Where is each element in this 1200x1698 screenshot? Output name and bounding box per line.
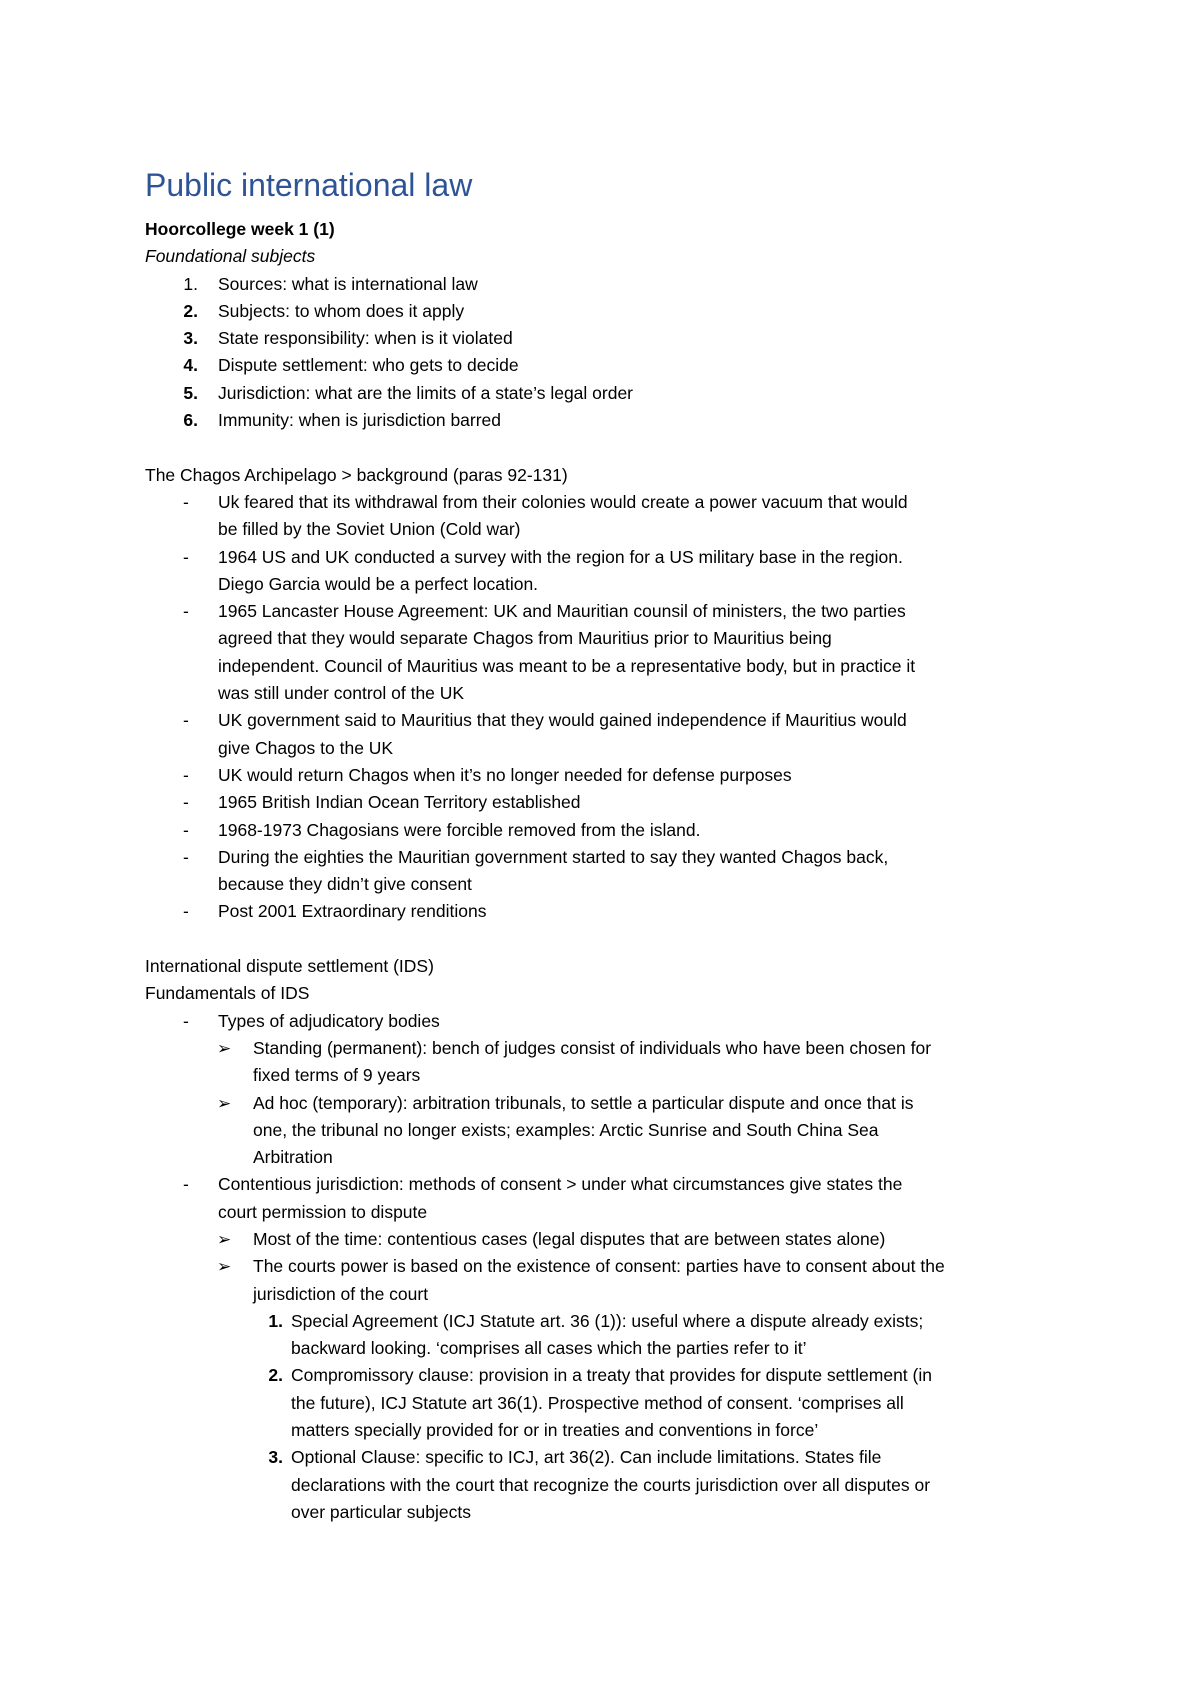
ids-heading: International dispute settlement (IDS): [145, 956, 434, 977]
dash-bullet: -: [183, 792, 189, 813]
list-item-text: independent. Council of Mauritius was meant to be a representative body, but in practice it: [218, 655, 916, 676]
list-item-text: Immunity: when is jurisdiction barred: [218, 410, 502, 431]
list-item-text: The courts power is based on the existence of consent: parties have to consent about the: [253, 1256, 945, 1277]
sub-list-item-continued: [145, 1281, 1075, 1308]
list-item-continued: [145, 571, 1075, 598]
arrow-bullet-icon: ➢: [217, 1229, 232, 1249]
list-item: [145, 380, 1075, 407]
list-item-text: Jurisdiction: what are the limits of a state’s legal order: [218, 382, 634, 403]
numbered-item: [145, 1444, 1075, 1471]
foundational-heading: Foundational subjects: [145, 246, 316, 267]
sub-list-item: [145, 1090, 1075, 1117]
list-item-text: Subjects: to whom does it apply: [218, 300, 465, 321]
list-item-text: Post 2001 Extraordinary renditions: [218, 901, 487, 922]
list-item-text: was still under control of the UK: [218, 683, 465, 704]
list-item: [145, 352, 1075, 379]
numbered-item-continued: [145, 1472, 1075, 1499]
dash-bullet: -: [183, 1174, 189, 1195]
spacer: [145, 926, 1075, 953]
list-item-text: Special Agreement (ICJ Statute art. 36 (1)): useful where a dispute already exists;: [291, 1310, 924, 1331]
list-item-text: 1968-1973 Chagosians were forcible removed from the island.: [218, 819, 701, 840]
list-item-text: Most of the time: contentious cases (legal disputes that are between states alone): [253, 1228, 886, 1249]
list-item-text: one, the tribunal no longer exists; examples: Arctic Sunrise and South China Sea: [253, 1119, 879, 1140]
foundational-list: [145, 271, 1075, 435]
list-number: 1.: [268, 1310, 283, 1331]
list-number: 4.: [183, 355, 198, 376]
sub-list-item-continued: [145, 1117, 1075, 1144]
list-item-text: Types of adjudicatory bodies: [218, 1010, 440, 1031]
sub-list-item: [145, 1253, 1075, 1280]
list-number: 2.: [183, 300, 198, 321]
sub-list-item: [145, 1226, 1075, 1253]
list-item-text: be filled by the Soviet Union (Cold war): [218, 519, 521, 540]
list-item-text: declarations with the court that recognize the courts jurisdiction over all disputes or: [291, 1474, 931, 1495]
list-item-text: jurisdiction of the court: [253, 1283, 429, 1304]
list-item-text: Optional Clause: specific to ICJ, art 36(2). Can include limitations. States file: [291, 1447, 882, 1468]
list-item-continued: [145, 516, 1075, 543]
numbered-item: [145, 1362, 1075, 1389]
dash-bullet: -: [183, 819, 189, 840]
list-item-text: backward looking. ‘comprises all cases which the parties refer to it’: [291, 1338, 807, 1359]
list-item-text: 1964 US and UK conducted a survey with the region for a US military base in the region.: [218, 546, 903, 567]
list-item-text: Diego Garcia would be a perfect location.: [218, 573, 539, 594]
list-item-text: agreed that they would separate Chagos from Mauritius prior to Mauritius being: [218, 628, 832, 649]
list-item: [145, 762, 1075, 789]
list-item: [145, 271, 1075, 298]
dash-bullet: -: [183, 710, 189, 731]
list-item-continued: [145, 625, 1075, 652]
sub-list-item-continued: [145, 1144, 1075, 1171]
list-item-text: the future), ICJ Statute art 36(1). Prospective method of consent. ‘comprises all: [291, 1392, 904, 1413]
numbered-item-continued: [145, 1335, 1075, 1362]
list-item-text: because they didn’t give consent: [218, 874, 472, 895]
ids-subheading: Fundamentals of IDS: [145, 983, 310, 1004]
list-item: [145, 544, 1075, 571]
list-number: 5.: [183, 382, 198, 403]
chagos-list: [145, 489, 1075, 926]
numbered-item: [145, 1308, 1075, 1335]
list-item-text: Ad hoc (temporary): arbitration tribunals, to settle a particular dispute and once that is: [253, 1092, 914, 1113]
list-item-text: Uk feared that its withdrawal from their colonies would create a power vacuum that would: [218, 491, 908, 512]
list-item: [145, 789, 1075, 816]
dash-bullet: -: [183, 846, 189, 867]
numbered-item-continued: [145, 1499, 1075, 1526]
list-item-text: matters specially provided for or in treaties and conventions in force’: [291, 1420, 819, 1441]
list-item: [145, 598, 1075, 625]
numbered-item-continued: [145, 1417, 1075, 1444]
list-number: 3.: [183, 328, 198, 349]
list-item-text: UK would return Chagos when it’s no longer needed for defense purposes: [218, 764, 792, 785]
list-item-continued: [145, 653, 1075, 680]
list-item-text: Compromissory clause: provision in a treaty that provides for dispute settlement (in: [291, 1365, 932, 1386]
dash-bullet: -: [183, 764, 189, 785]
sub-list-item: [145, 1035, 1075, 1062]
list-item: [145, 707, 1075, 734]
list-item: [145, 817, 1075, 844]
list-item-text: Arbitration: [253, 1147, 333, 1168]
dash-bullet: -: [183, 901, 189, 922]
list-item: [145, 325, 1075, 352]
list-item: [145, 407, 1075, 434]
list-item: [145, 844, 1075, 871]
list-item-text: Dispute settlement: who gets to decide: [218, 355, 519, 376]
spacer: [145, 434, 1075, 461]
list-item-continued: [145, 680, 1075, 707]
arrow-bullet-icon: ➢: [217, 1257, 232, 1277]
list-item-text: court permission to dispute: [218, 1201, 428, 1222]
chagos-heading: The Chagos Archipelago > background (paras 92-131): [145, 464, 568, 485]
list-item-text: Sources: what is international law: [218, 273, 478, 294]
list-item-continued: [145, 871, 1075, 898]
list-item-text: UK government said to Mauritius that they would gained independence if Mauritius would: [218, 710, 907, 731]
list-item: [145, 1171, 1075, 1198]
page-title: Public international law: [145, 167, 473, 203]
list-item-text: give Chagos to the UK: [218, 737, 394, 758]
arrow-bullet-icon: ➢: [217, 1038, 232, 1058]
ids-list: [145, 1008, 1075, 1527]
list-number: 2.: [268, 1365, 283, 1386]
dash-bullet: -: [183, 601, 189, 622]
list-item-text: Standing (permanent): bench of judges consist of individuals who have been chosen for: [253, 1037, 932, 1058]
list-item: [145, 489, 1075, 516]
list-item-text: 1965 Lancaster House Agreement: UK and Mauritian counsil of ministers, the two parties: [218, 601, 906, 622]
document-body: [145, 166, 1075, 1526]
sub-list-item-continued: [145, 1062, 1075, 1089]
dash-bullet: -: [183, 546, 189, 567]
list-item-text: 1965 British Indian Ocean Territory established: [218, 792, 581, 813]
list-number: 6.: [183, 410, 198, 431]
list-item: [145, 298, 1075, 325]
dash-bullet: -: [183, 491, 189, 512]
list-item: [145, 1008, 1075, 1035]
list-item-text: During the eighties the Mauritian government started to say they wanted Chagos back,: [218, 846, 889, 867]
list-item-continued: [145, 1199, 1075, 1226]
list-number: 1.: [183, 273, 198, 294]
list-item-text: Contentious jurisdiction: methods of consent > under what circumstances give states the: [218, 1174, 903, 1195]
list-item-text: fixed terms of 9 years: [253, 1065, 421, 1086]
list-item-continued: [145, 735, 1075, 762]
numbered-item-continued: [145, 1390, 1075, 1417]
list-item-text: State responsibility: when is it violated: [218, 328, 513, 349]
dash-bullet: -: [183, 1010, 189, 1031]
list-item-text: over particular subjects: [291, 1501, 471, 1522]
list-item: [145, 898, 1075, 925]
lecture-heading: Hoorcollege week 1 (1): [145, 219, 335, 239]
list-number: 3.: [268, 1447, 283, 1468]
arrow-bullet-icon: ➢: [217, 1093, 232, 1113]
